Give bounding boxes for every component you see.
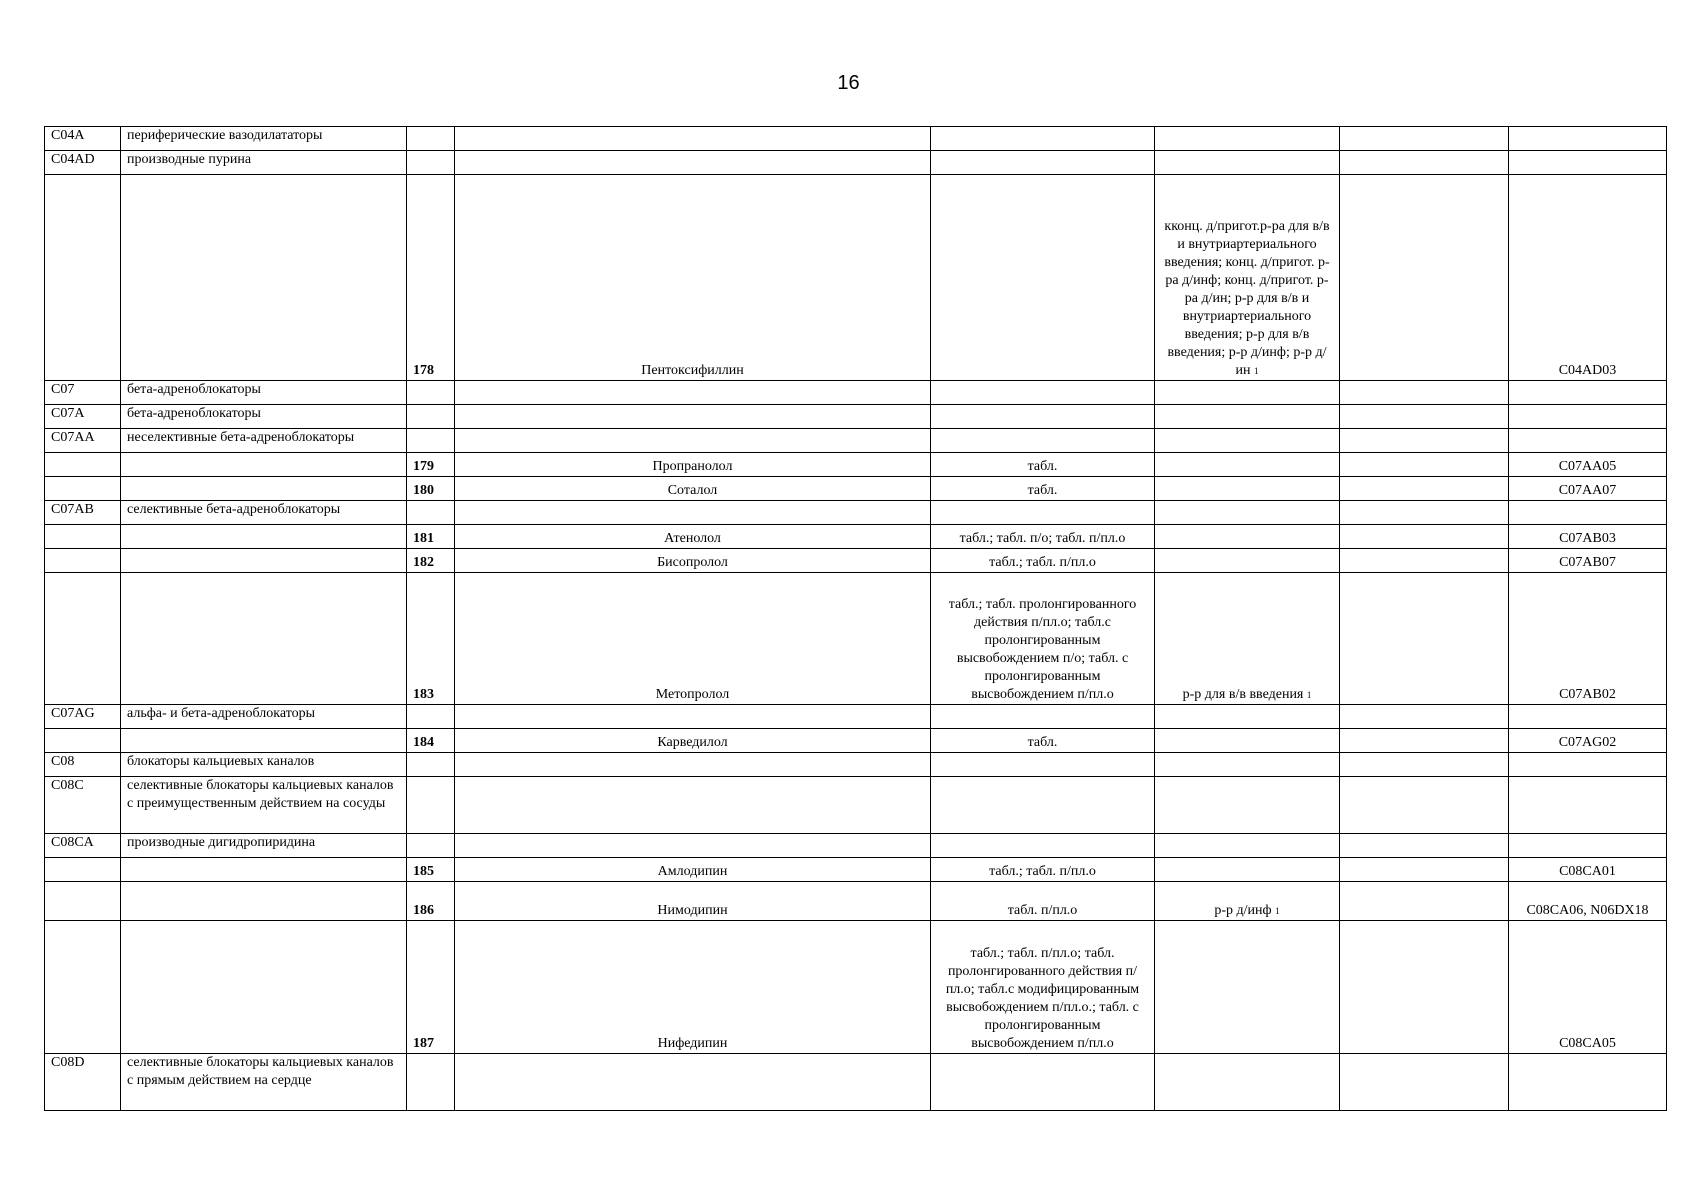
dosage-form-cell: [931, 549, 1155, 573]
dosage-form-cell: [931, 477, 1155, 501]
dosage-form-cell: [931, 777, 1155, 834]
group-name-text: производные дигидропиридина: [127, 835, 316, 850]
atc-code-cell: [1509, 429, 1667, 453]
empty-column-cell: [1340, 753, 1509, 777]
atc-code-cell: [1509, 1054, 1667, 1111]
dosage-form-injection-cell: [1155, 834, 1340, 858]
atc-group-code-text: C07A: [51, 406, 85, 421]
atc-group-code-cell: [45, 477, 121, 501]
empty-column-cell: [1340, 1054, 1509, 1111]
atc-code-cell: [1509, 573, 1667, 705]
table-row: [45, 834, 1667, 858]
row-number-text: 183: [413, 687, 434, 702]
atc-group-code-cell: [45, 501, 121, 525]
row-number-cell: [407, 882, 455, 921]
drug-name-cell: [455, 127, 931, 151]
empty-column-cell: [1340, 525, 1509, 549]
dosage-form-text: табл.: [1027, 459, 1058, 474]
atc-code-cell: [1509, 729, 1667, 753]
dosage-form-injection-cell: [1155, 429, 1340, 453]
dosage-form-injection-cell: [1155, 729, 1340, 753]
table-row: [45, 1054, 1667, 1111]
atc-code-text: C07AB02: [1559, 687, 1616, 702]
drug-name-text: Атенолол: [664, 531, 721, 546]
dosage-form-injection-cell: [1155, 921, 1340, 1054]
dosage-form-cell: [931, 753, 1155, 777]
group-name-cell: [121, 921, 407, 1054]
table-row: [45, 573, 1667, 705]
atc-code-text: C07AA05: [1558, 459, 1617, 474]
atc-code-cell: [1509, 501, 1667, 525]
dosage-form-injection-cell: [1155, 777, 1340, 834]
dosage-form-cell: [931, 921, 1155, 1054]
table-row: [45, 477, 1667, 501]
dosage-form-cell: [931, 405, 1155, 429]
atc-group-code-text: C07AB: [51, 502, 94, 517]
empty-column-cell: [1340, 501, 1509, 525]
row-number-cell: [407, 1054, 455, 1111]
group-name-text: бета-адреноблокаторы: [127, 382, 261, 397]
row-number-text: 178: [413, 363, 434, 378]
drug-name-text: Пентоксифиллин: [641, 363, 744, 378]
empty-column-cell: [1340, 858, 1509, 882]
row-number-cell: [407, 151, 455, 175]
atc-group-code-text: C07: [51, 382, 75, 397]
drug-name-cell: [455, 858, 931, 882]
atc-code-cell: [1509, 405, 1667, 429]
atc-group-code-cell: [45, 429, 121, 453]
dosage-form-cell: [931, 429, 1155, 453]
table-row: [45, 429, 1667, 453]
dosage-form-injection-cell: [1155, 753, 1340, 777]
table-row: [45, 175, 1667, 381]
row-number-text: 187: [413, 1036, 434, 1051]
group-name-cell: [121, 882, 407, 921]
empty-column-cell: [1340, 175, 1509, 381]
atc-group-code-cell: [45, 175, 121, 381]
atc-group-code-cell: [45, 729, 121, 753]
atc-group-code-cell: [45, 882, 121, 921]
row-number-text: 180: [413, 483, 434, 498]
table-row: [45, 729, 1667, 753]
dosage-form-text: табл.: [1027, 735, 1058, 750]
atc-code-cell: [1509, 477, 1667, 501]
row-number-text: 184: [413, 735, 434, 750]
group-name-cell: [121, 858, 407, 882]
dosage-form-cell: [931, 882, 1155, 921]
row-number-cell: [407, 429, 455, 453]
empty-column-cell: [1340, 573, 1509, 705]
drug-name-text: Амлодипин: [657, 864, 728, 879]
atc-group-code-text: C08D: [51, 1055, 85, 1070]
drug-name-cell: [455, 381, 931, 405]
empty-column-cell: [1340, 834, 1509, 858]
dosage-form-injection-text: кконц. д/пригот.р-ра для в/в и внутриартериального введения; конц. д/пригот. р-ра д/инф; конц. д/пригот. р-ра д/ин; р-р для в/в и внутриартериального введения; р-р для в/в введения; р-р д/инф; р-р д/ин: [1164, 219, 1330, 378]
table-row: [45, 405, 1667, 429]
drug-name-cell: [455, 405, 931, 429]
dosage-form-injection-cell: [1155, 858, 1340, 882]
drug-name-cell: [455, 777, 931, 834]
dosage-form-cell: [931, 834, 1155, 858]
footnote-marker: 1: [1275, 906, 1280, 916]
table-row: [45, 882, 1667, 921]
row-number-cell: [407, 549, 455, 573]
dosage-form-cell: [931, 525, 1155, 549]
atc-code-cell: [1509, 858, 1667, 882]
row-number-cell: [407, 405, 455, 429]
drug-name-cell: [455, 834, 931, 858]
dosage-form-injection-cell: [1155, 405, 1340, 429]
atc-code-text: C07AB03: [1559, 531, 1616, 546]
drug-name-text: Метопролол: [655, 687, 730, 702]
dosage-form-cell: [931, 501, 1155, 525]
group-name-text: селективные блокаторы кальциевых каналов с прямым действием на сердце: [127, 1055, 394, 1088]
drug-name-cell: [455, 705, 931, 729]
table-row: [45, 921, 1667, 1054]
group-name-text: блокаторы кальциевых каналов: [127, 754, 315, 769]
atc-group-code-text: C04AD: [51, 152, 95, 167]
atc-code-text: C04AD03: [1558, 363, 1617, 378]
row-number-text: 179: [413, 459, 434, 474]
atc-code-text: C08CA05: [1559, 1036, 1616, 1051]
dosage-form-injection-cell: [1155, 501, 1340, 525]
row-number-cell: [407, 705, 455, 729]
row-number-cell: [407, 127, 455, 151]
empty-column-cell: [1340, 549, 1509, 573]
atc-code-cell: [1509, 882, 1667, 921]
empty-column-cell: [1340, 729, 1509, 753]
atc-group-code-cell: [45, 405, 121, 429]
empty-column-cell: [1340, 151, 1509, 175]
table-row: [45, 151, 1667, 175]
group-name-cell: [121, 477, 407, 501]
group-name-cell: [121, 1054, 407, 1111]
atc-group-code-text: C08: [51, 754, 75, 769]
atc-code-cell: [1509, 525, 1667, 549]
row-number-cell: [407, 777, 455, 834]
row-number-cell: [407, 477, 455, 501]
row-number-cell: [407, 858, 455, 882]
footnote-marker: 1: [1306, 690, 1312, 700]
drug-table: [44, 126, 1667, 1111]
group-name-text: неселективные бета-адреноблокаторы: [127, 430, 355, 445]
drug-name-cell: [455, 1054, 931, 1111]
dosage-form-injection-cell: [1155, 477, 1340, 501]
dosage-form-cell: [931, 573, 1155, 705]
dosage-form-text: табл.; табл. п/пл.о: [989, 864, 1096, 879]
group-name-text: производные пурина: [127, 152, 252, 167]
dosage-form-cell: [931, 1054, 1155, 1111]
atc-group-code-cell: [45, 549, 121, 573]
row-number-cell: [407, 753, 455, 777]
group-name-cell: [121, 729, 407, 753]
drug-name-cell: [455, 549, 931, 573]
atc-code-cell: [1509, 175, 1667, 381]
atc-code-text: C07AA07: [1558, 483, 1617, 498]
dosage-form-injection-cell: [1155, 127, 1340, 151]
atc-code-text: C08CA06, N06DX18: [1526, 903, 1649, 918]
dosage-form-injection-cell: [1155, 705, 1340, 729]
empty-column-cell: [1340, 882, 1509, 921]
table-row: [45, 453, 1667, 477]
dosage-form-cell: [931, 858, 1155, 882]
drug-name-cell: [455, 921, 931, 1054]
group-name-cell: [121, 381, 407, 405]
group-name-cell: [121, 705, 407, 729]
drug-name-cell: [455, 753, 931, 777]
drug-name-text: Соталол: [667, 483, 718, 498]
dosage-form-text: табл.; табл. пролонгированного действия п/пл.о; табл.с пролонгированным высвобождением п/о; табл. с пролонгированным высвобождением п/пл.о: [948, 597, 1137, 702]
atc-group-code-text: C08CA: [51, 835, 94, 850]
drug-name-cell: [455, 477, 931, 501]
group-name-cell: [121, 127, 407, 151]
drug-name-text: Карведилол: [657, 735, 728, 750]
group-name-text: альфа- и бета-адреноблокаторы: [127, 706, 316, 721]
atc-code-cell: [1509, 705, 1667, 729]
group-name-cell: [121, 501, 407, 525]
atc-group-code-cell: [45, 777, 121, 834]
dosage-form-text: табл.; табл. п/пл.о: [989, 555, 1096, 570]
group-name-cell: [121, 453, 407, 477]
table-row: [45, 705, 1667, 729]
group-name-text: селективные бета-адреноблокаторы: [127, 502, 341, 517]
row-number-cell: [407, 501, 455, 525]
atc-group-code-cell: [45, 151, 121, 175]
atc-code-text: C07AG02: [1558, 735, 1617, 750]
dosage-form-injection-cell: [1155, 151, 1340, 175]
row-number-text: 181: [413, 531, 434, 546]
dosage-form-cell: [931, 151, 1155, 175]
dosage-form-text: табл.; табл. п/пл.о; табл. пролонгированного действия п/пл.о; табл.с модифицированным высвобождением п/пл.о.; табл. с пролонгированным высвобождением п/пл.о: [945, 946, 1140, 1051]
atc-group-code-text: C07AG: [51, 706, 95, 721]
drug-name-text: Нифедипин: [657, 1036, 728, 1051]
drug-name-cell: [455, 573, 931, 705]
dosage-form-injection-cell: [1155, 1054, 1340, 1111]
group-name-text: бета-адреноблокаторы: [127, 406, 261, 421]
dosage-form-injection-cell: [1155, 525, 1340, 549]
dosage-form-injection-cell: [1155, 381, 1340, 405]
group-name-cell: [121, 151, 407, 175]
table-row: [45, 525, 1667, 549]
empty-column-cell: [1340, 477, 1509, 501]
empty-column-cell: [1340, 405, 1509, 429]
dosage-form-text: табл. п/пл.о: [1007, 903, 1078, 918]
atc-code-cell: [1509, 381, 1667, 405]
dosage-form-injection-text: р-р для в/в введения: [1182, 687, 1304, 702]
footnote-marker: 1: [1253, 366, 1259, 376]
atc-group-code-cell: [45, 705, 121, 729]
empty-column-cell: [1340, 921, 1509, 1054]
atc-group-code-text: C07AA: [51, 430, 95, 445]
atc-code-text: C08CA01: [1559, 864, 1616, 879]
table-row: [45, 381, 1667, 405]
atc-group-code-cell: [45, 127, 121, 151]
group-name-cell: [121, 573, 407, 705]
drug-name-cell: [455, 501, 931, 525]
atc-group-code-cell: [45, 573, 121, 705]
dosage-form-cell: [931, 127, 1155, 151]
atc-code-cell: [1509, 834, 1667, 858]
atc-code-cell: [1509, 549, 1667, 573]
page-number: 16: [837, 72, 860, 94]
drug-name-cell: [455, 882, 931, 921]
dosage-form-text: табл.: [1027, 483, 1058, 498]
drug-name-cell: [455, 453, 931, 477]
group-name-text: селективные блокаторы кальциевых каналов с преимущественным действием на сосуды: [127, 778, 394, 811]
dosage-form-injection-text: р-р д/инф: [1214, 903, 1272, 918]
table-row: [45, 501, 1667, 525]
group-name-cell: [121, 405, 407, 429]
drug-name-text: Пропранолол: [652, 459, 733, 474]
dosage-form-injection-cell: [1155, 573, 1340, 705]
row-number-text: 182: [413, 555, 434, 570]
dosage-form-cell: [931, 453, 1155, 477]
empty-column-cell: [1340, 705, 1509, 729]
atc-code-cell: [1509, 777, 1667, 834]
atc-group-code-cell: [45, 1054, 121, 1111]
atc-code-cell: [1509, 151, 1667, 175]
atc-group-code-text: C08C: [51, 778, 84, 793]
row-number-text: 186: [413, 903, 434, 918]
atc-group-code-cell: [45, 453, 121, 477]
dosage-form-injection-cell: [1155, 882, 1340, 921]
empty-column-cell: [1340, 381, 1509, 405]
atc-group-code-cell: [45, 525, 121, 549]
atc-group-code-cell: [45, 858, 121, 882]
group-name-cell: [121, 175, 407, 381]
atc-code-cell: [1509, 921, 1667, 1054]
group-name-text: периферические вазодилататоры: [127, 128, 323, 143]
drug-name-text: Нимодипин: [657, 903, 728, 918]
group-name-cell: [121, 753, 407, 777]
group-name-cell: [121, 777, 407, 834]
atc-group-code-cell: [45, 381, 121, 405]
group-name-cell: [121, 525, 407, 549]
empty-column-cell: [1340, 777, 1509, 834]
atc-code-cell: [1509, 753, 1667, 777]
atc-group-code-cell: [45, 921, 121, 1054]
dosage-form-cell: [931, 175, 1155, 381]
drug-name-cell: [455, 175, 931, 381]
row-number-cell: [407, 834, 455, 858]
group-name-cell: [121, 549, 407, 573]
table-row: [45, 127, 1667, 151]
empty-column-cell: [1340, 453, 1509, 477]
atc-group-code-cell: [45, 834, 121, 858]
drug-name-cell: [455, 429, 931, 453]
row-number-cell: [407, 525, 455, 549]
table-row: [45, 753, 1667, 777]
drug-name-cell: [455, 525, 931, 549]
row-number-cell: [407, 729, 455, 753]
dosage-form-injection-cell: [1155, 175, 1340, 381]
dosage-form-cell: [931, 729, 1155, 753]
atc-group-code-text: C04A: [51, 128, 85, 143]
row-number-cell: [407, 573, 455, 705]
drug-name-cell: [455, 151, 931, 175]
drug-name-text: Бисопролол: [657, 555, 728, 570]
row-number-cell: [407, 381, 455, 405]
table-body: [45, 127, 1667, 1111]
dosage-form-injection-cell: [1155, 453, 1340, 477]
group-name-cell: [121, 834, 407, 858]
empty-column-cell: [1340, 127, 1509, 151]
atc-group-code-cell: [45, 753, 121, 777]
dosage-form-cell: [931, 381, 1155, 405]
table-row: [45, 549, 1667, 573]
empty-column-cell: [1340, 429, 1509, 453]
dosage-form-injection-cell: [1155, 549, 1340, 573]
row-number-cell: [407, 921, 455, 1054]
atc-code-text: C07AB07: [1559, 555, 1616, 570]
atc-code-cell: [1509, 453, 1667, 477]
table-row: [45, 858, 1667, 882]
table-row: [45, 777, 1667, 834]
group-name-cell: [121, 429, 407, 453]
row-number-cell: [407, 453, 455, 477]
drug-name-cell: [455, 729, 931, 753]
row-number-text: 185: [413, 864, 434, 879]
atc-code-cell: [1509, 127, 1667, 151]
dosage-form-cell: [931, 705, 1155, 729]
dosage-form-text: табл.; табл. п/о; табл. п/пл.о: [959, 531, 1126, 546]
row-number-cell: [407, 175, 455, 381]
